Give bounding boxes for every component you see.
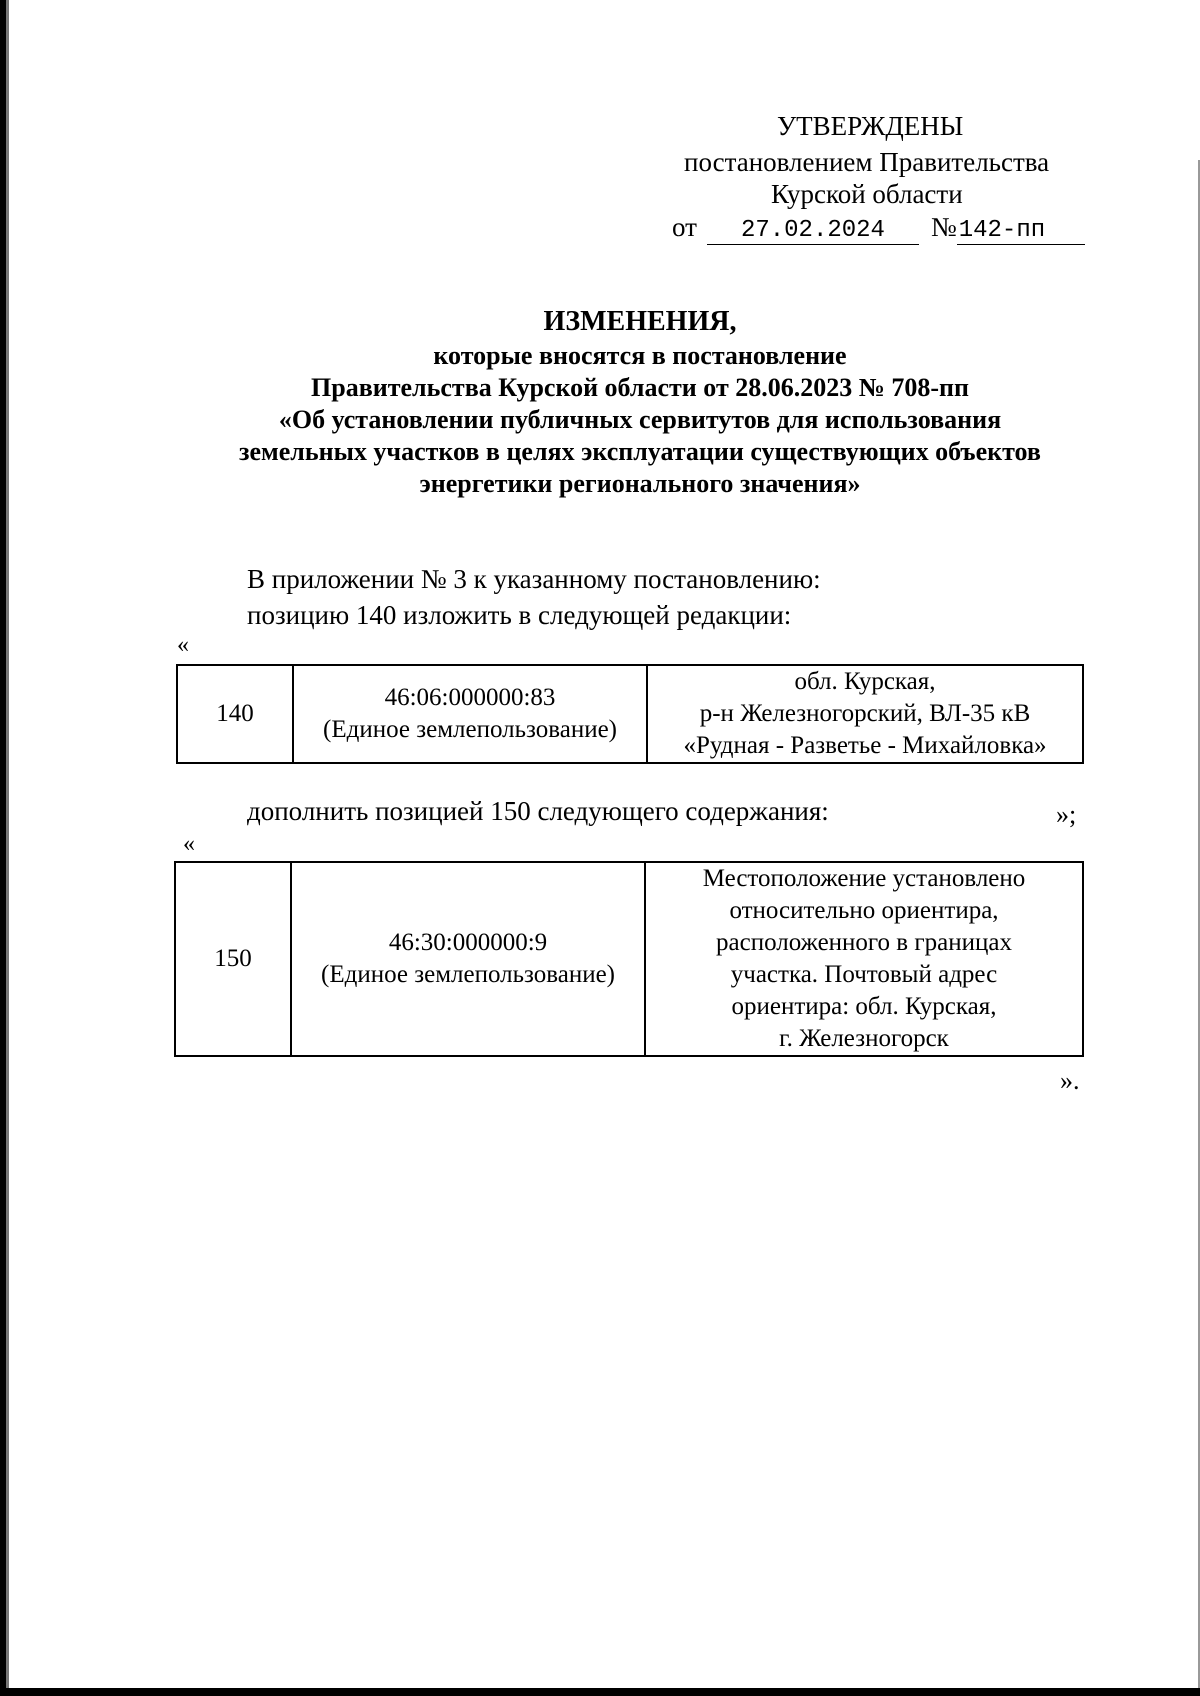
close-quote: ». xyxy=(1060,1066,1080,1095)
cadastral-cell xyxy=(293,665,647,763)
cadastral-number: 46:30:000000:9 xyxy=(388,929,548,956)
heading-line: Правительства Курской области от 28.06.2023 № 708-пп xyxy=(311,373,969,402)
table-row xyxy=(177,665,1083,763)
location-line: р-н Железногорский, ВЛ-35 кВ xyxy=(699,700,1031,727)
from-label: от xyxy=(672,212,697,242)
intro-paragraph: В приложении № 3 к указанному постановлению: xyxy=(247,564,821,594)
cadastral-number: 46:06:000000:83 xyxy=(384,684,556,711)
table-row xyxy=(175,862,1083,1056)
open-quote: « xyxy=(183,831,195,857)
location-line: расположенного в границах xyxy=(716,929,1012,956)
location-cell xyxy=(645,862,1083,1056)
close-quote: »; xyxy=(1056,800,1077,829)
location-cell xyxy=(647,665,1083,763)
scan-edge xyxy=(6,0,9,1696)
position-cell: 140 xyxy=(177,665,293,763)
approval-line: постановлением Правительства xyxy=(684,147,1050,177)
location-line: обл. Курская, xyxy=(794,668,936,695)
heading-line: которые вносятся в постановление xyxy=(433,341,847,370)
location-line: ориентира: обл. Курская, xyxy=(731,993,997,1020)
number-sign: № xyxy=(930,212,957,242)
location-line: Местоположение установлено xyxy=(702,865,1026,892)
heading-line: энергетики регионального значения» xyxy=(419,469,861,498)
location-line: участка. Почтовый адрес xyxy=(730,961,998,988)
location-line: относительно ориентира, xyxy=(729,897,999,924)
approval-title: УТВЕРЖДЕНЫ xyxy=(777,111,964,141)
location-line: «Рудная - Разветье - Михайловка» xyxy=(683,732,1047,759)
cadastral-cell xyxy=(291,862,645,1056)
position-cell: 150 xyxy=(175,862,291,1056)
approval-date-line xyxy=(672,211,1085,245)
heading-line: «Об установлении публичных сервитутов для использования xyxy=(278,405,1002,434)
location-line: г. Железногорск xyxy=(779,1025,949,1052)
cadastral-note: (Единое землепользование) xyxy=(321,961,615,988)
heading-line: земельных участков в целях эксплуатации существующих объектов xyxy=(239,437,1041,466)
cadastral-note: (Единое землепользование) xyxy=(323,716,617,743)
document-heading xyxy=(130,306,1150,500)
instruction-150: дополнить позицией 150 следующего содержания: xyxy=(247,796,829,826)
approval-date: 27.02.2024 xyxy=(707,218,919,245)
position-140-table xyxy=(176,664,1084,764)
position-150-table xyxy=(174,861,1084,1057)
heading-title: ИЗМЕНЕНИЯ, xyxy=(543,306,737,337)
open-quote: « xyxy=(177,632,189,658)
scan-edge xyxy=(0,1688,1200,1696)
instruction-140: позицию 140 изложить в следующей редакции: xyxy=(247,600,792,630)
approval-line: Курской области xyxy=(771,179,963,209)
approval-number: 142-пп xyxy=(957,218,1085,245)
